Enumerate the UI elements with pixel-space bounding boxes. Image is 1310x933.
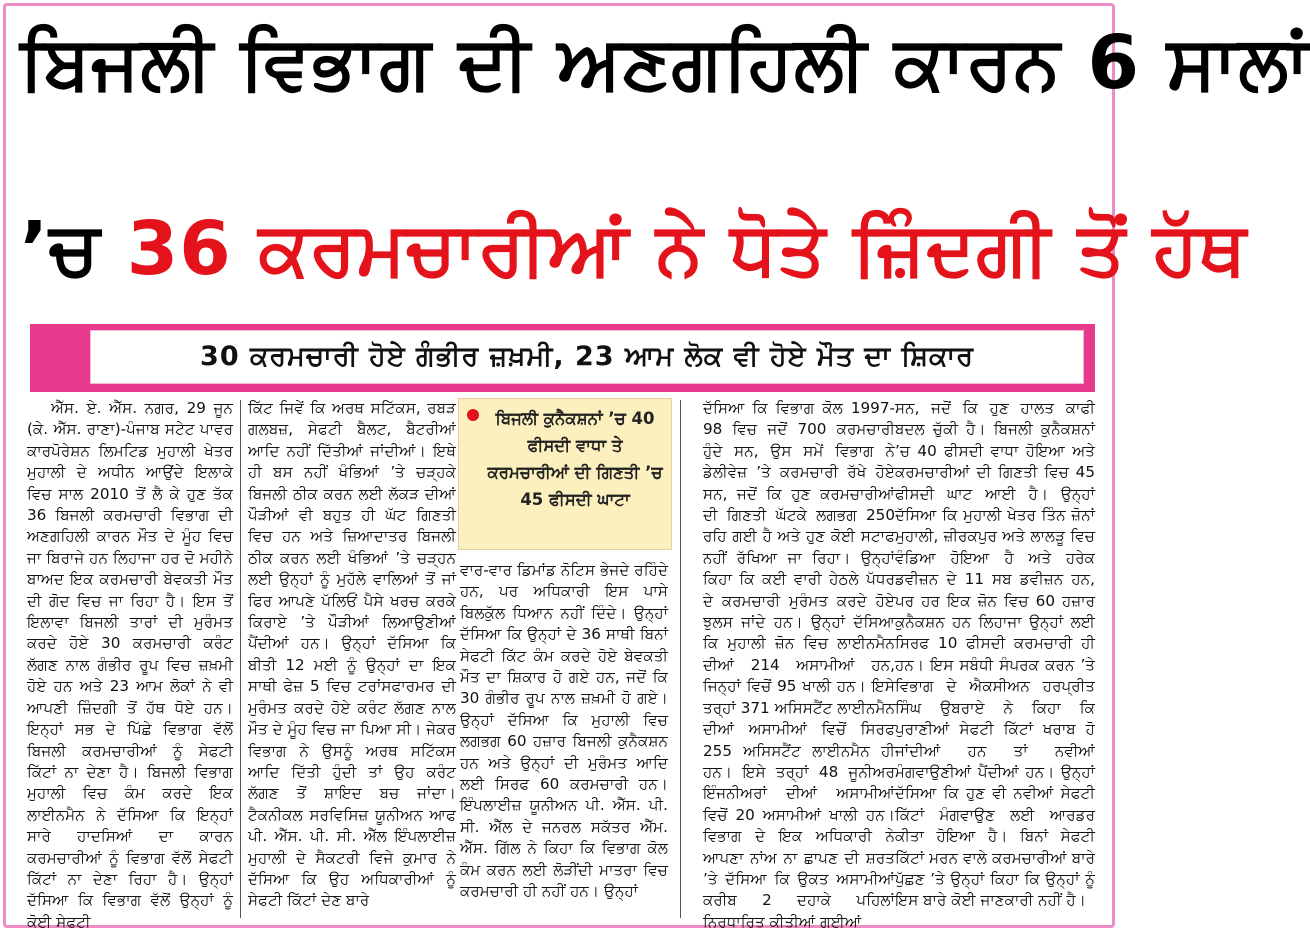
column-5-text: ਸਨ, ਜਦੋਂ ਕਿ ਹੁਣ ਹਾਲਤ ਕਾਫੀ ਬਦਲ ਚੁੱਕੀ ਹੈ। ਬਿਜਲੀ ਕੁਨੈਕਸ਼ਨਾਂ ’ਚ 40 ਫੀਸਦੀ ਵਾਧਾ ਹੋਇਆ ਅਤੇ ਕਰਮਚਾਰੀਆਂ ਦੀ ਗਿਣਤੀ ਵਿਚ 45 ਫੀਸਦੀ ਘਾਟ ਆਈ ਹੈ। ਉਨ੍ਹਾਂ ਦੱਸਿਆ ਕਿ ਮੁਹਾਲੀ ਖੇਤਰ ਤਿੰਨ ਜ਼ੋਨਾਂ ਮੁਹਾਲੀ, ਜ਼ੀਰਕਪੁਰ ਅਤੇ ਲਾਲੜੂ ਵਿਚ ਵੰਡਿਆ ਹੋਇਆ ਹੈ ਅਤੇ ਹਰੇਕ ਡਵੀਜ਼ਨ ਦੇ 11 ਸਬ ਡਵੀਜ਼ਨ ਹਨ, ਪਰ ਹਰ ਇਕ ਜ਼ੋਨ ਵਿਚ 60 ਹਜ਼ਾਰ ਕੁਨੈਕਸ਼ਨ ਹਨ ਲਿਹਾਜਾ ਉਨ੍ਹਾਂ ਲਈ ਸਿਰਫ 10 ਫੀਸਦੀ ਕਰਮਚਾਰੀ ਹੀ ਹਨ। ਇਸ ਸਬੰਧੀ ਸੰਪਰਕ ਕਰਨ ’ਤੇ ਵਿਭਾਗ ਦੇ ਐਕਸੀਅਨ ਹਰਪ੍ਰੀਤ ਸਿੰਘ ਉਬਰਾਏ ਨੇ ਕਿਹਾ ਕਿ ਪੁਰਾਣੀਆਂ ਸੇਫਟੀ ਕਿੱਟਾਂ ਖਰਾਬ ਹੋ ਜਾਂਦੀਆਂ ਹਨ ਤਾਂ ਨਵੀਆਂ ਮੰਗਵਾਉਣੀਆਂ ਪੈਂਦੀਆਂ ਹਨ। ਉਨ੍ਹਾਂ ਦੱਸਿਆ ਕਿ ਹੁਣ ਵੀ ਨਵੀਆਂ ਸੇਫਟੀ ਕਿੱਟਾਂ ਮੰਗਵਾਉਣ ਲਈ ਆਰਡਰ ਕੀਤਾ ਹੋਇਆ ਹੈ। ਬਿਨਾਂ ਸੇਫਟੀ ਕਿੱਟਾਂ ਮਰਨ ਵਾਲੇ ਕਰਮਚਾਰੀਆਂ ਬਾਰੇ ਪੁੱਛਣ ’ਤੇ ਉਨ੍ਹਾਂ ਕਿਹਾ ਕਿ ਉਨ੍ਹਾਂ ਨੂੰ ਇਸ ਬਾਰੇ ਕੋਈ ਜਾਣਕਾਰੀ ਨਹੀਂ ਹੈ। bbox=[895, 399, 1095, 910]
highlight-text: ਬਿਜਲੀ ਕੁਨੈਕਸ਼ਨਾਂ ’ਚ 40 ਫੀਸਦੀ ਵਾਧਾ ਤੇ ਕਰਮਚਾਰੀਆਂ ਦੀ ਗਿਣਤੀ ’ਚ 45 ਫੀਸਦੀ ਘਾਟਾ bbox=[487, 409, 663, 509]
headline-line-1: ਬਿਜਲੀ ਵਿਭਾਗ ਦੀ ਅਣਗਹਿਲੀ ਕਾਰਨ 6 ਸਾਲਾਂ bbox=[20, 20, 1310, 106]
article-column-3 bbox=[460, 560, 668, 920]
bullet-icon bbox=[467, 409, 479, 421]
article-column-1 bbox=[27, 398, 233, 931]
headline-red-text: 36 ਕਰਮਚਾਰੀਆਂ ਨੇ ਧੋਤੇ ਜ਼ਿੰਦਗੀ ਤੋਂ ਹੱਥ bbox=[126, 206, 1248, 292]
column-2-text: ਕਿੱਟ ਜਿਵੇਂ ਕਿ ਅਰਥ ਸਟਿੱਕਸ, ਰਬੜ ਗਲਬਜ਼, ਸੇਫਟੀ ਬੈਲਟ, ਬੈਟਰੀਆਂ ਆਦਿ ਨਹੀਂ ਦਿੱਤੀਆਂ ਜਾਂਦੀਆਂ। ਇਥੇ ਹੀ ਬਸ ਨਹੀਂ ਖੰਭਿਆਂ ’ਤੇ ਚੜ੍ਹਕੇ ਬਿਜਲੀ ਠੀਕ ਕਰਨ ਲਈ ਲੱਕੜ ਦੀਆਂ ਪੌੜੀਆਂ ਵੀ ਬਹੁਤ ਹੀ ਘੱਟ ਗਿਣਤੀ ਵਿਚ ਹਨ ਅਤੇ ਜ਼ਿਆਦਾਤਰ ਬਿਜਲੀ ਠੀਕ ਕਰਨ ਲਈ ਖੰਭਿਆਂ ’ਤੇ ਚੜ੍ਹਨ ਲਈ ਉਨ੍ਹਾਂ ਨੂੰ ਮੁਹੱਲੇ ਵਾਲਿਆਂ ਤੋਂ ਜਾਂ ਫਿਰ ਆਪਣੇ ਪੱਲਿਓਂ ਪੈਸੇ ਖਰਚ ਕਰਕੇ ਕਿਰਾਏ ’ਤੇ ਪੌੜੀਆਂ ਲਿਆਉਣੀਆਂ ਪੈਂਦੀਆਂ ਹਨ। ਉਨ੍ਹਾਂ ਦੱਸਿਆ ਕਿ ਬੀਤੀ 12 ਮਈ ਨੂੰ ਉਨ੍ਹਾਂ ਦਾ ਇਕ ਸਾਥੀ ਫੇਜ਼ 5 ਵਿਚ ਟਰਾਂਸਫਾਰਮਰ ਦੀ ਮੁਰੰਮਤ ਕਰਦੇ ਹੋਏ ਕਰੰਟ ਲੱਗਣ ਨਾਲ ਮੌਤ ਦੇ ਮੂੰਹ ਵਿਚ ਜਾ ਪਿਆ ਸੀ। ਜੇਕਰ ਵਿਭਾਗ ਨੇ ਉਸਨੂੰ ਅਰਥ ਸਟਿੱਕਸ ਆਦਿ ਦਿੱਤੀ ਹੁੰਦੀ ਤਾਂ ਉਹ ਕਰੰਟ ਲੱਗਣ ਤੋਂ ਸ਼ਾਇਦ ਬਚ ਜਾਂਦਾ। ਟੈਕਨੀਕਲ ਸਰਵਿਸਿਜ਼ ਯੂਨੀਅਨ ਆਫ ਪੀ. ਐੱਸ. ਪੀ. ਸੀ. ਐੱਲ ਇੰਪਲਾਈਜ਼ ਮੁਹਾਲੀ ਦੇ ਸੈਕਟਰੀ ਵਿਜੇ ਕੁਮਾਰ ਨੇ ਦੱਸਿਆ ਕਿ ਉਹ ਅਧਿਕਾਰੀਆਂ ਨੂੰ ਸੇਫਟੀ ਕਿੱਟਾਂ ਦੇਣ ਬਾਰੇ bbox=[248, 399, 456, 910]
column-1-text: ਐੱਸ. ਏ. ਐੱਸ. ਨਗਰ, 29 ਜੂਨ (ਕੇ. ਐੱਸ. ਰਾਣਾ)-ਪੰਜਾਬ ਸਟੇਟ ਪਾਵਰ ਕਾਰਪੋਰੇਸ਼ਨ ਲਿਮਟਿਡ ਮੁਹਾਲੀ ਖੇਤਰ ਮੁਹਾਲੀ ਦੇ ਅਧੀਨ ਆਉਂਦੇ ਇਲਾਕੇ ਵਿਚ ਸਾਲ 2010 ਤੋਂ ਲੈ ਕੇ ਹੁਣ ਤੱਕ 36 ਬਿਜਲੀ ਕਰਮਚਾਰੀ ਵਿਭਾਗ ਦੀ ਅਣਗਹਿਲੀ ਕਾਰਨ ਮੌਤ ਦੇ ਮੂੰਹ ਵਿਚ ਜਾ ਬਿਰਾਜੇ ਹਨ ਲਿਹਾਜਾ ਹਰ ਦੋ ਮਹੀਨੇ ਬਾਅਦ ਇਕ ਕਰਮਚਾਰੀ ਬੇਵਕਤੀ ਮੌਤ ਦੀ ਗੋਦ ਵਿਚ ਜਾ ਰਿਹਾ ਹੈ। ਇਸ ਤੋਂ ਇਲਾਵਾ ਬਿਜਲੀ ਤਾਰਾਂ ਦੀ ਮੁਰੰਮਤ ਕਰਦੇ ਹੋਏ 30 ਕਰਮਚਾਰੀ ਕਰੰਟ ਲੱਗਣ ਨਾਲ ਗੰਭੀਰ ਰੂਪ ਵਿਚ ਜ਼ਖ਼ਮੀ ਹੋਏ ਹਨ ਅਤੇ 23 ਆਮ ਲੋਕਾਂ ਨੇ ਵੀ ਆਪਣੀ ਜ਼ਿੰਦਗੀ ਤੋਂ ਹੱਥ ਧੋਏ ਹਨ। ਇਨ੍ਹਾਂ ਸਭ ਦੇ ਪਿੱਛੇ ਵਿਭਾਗ ਵੱਲੋਂ ਬਿਜਲੀ ਕਰਮਚਾਰੀਆਂ ਨੂੰ ਸੇਫਟੀ ਕਿੱਟਾਂ ਨਾ ਦੇਣਾ ਹੈ। ਬਿਜਲੀ ਵਿਭਾਗ ਮੁਹਾਲੀ ਵਿਚ ਕੰਮ ਕਰਦੇ ਇਕ ਲਾਈਨਮੈਨ ਨੇ ਦੱਸਿਆ ਕਿ ਇਨ੍ਹਾਂ ਸਾਰੇ ਹਾਦਸਿਆਂ ਦਾ ਕਾਰਨ ਕਰਮਚਾਰੀਆਂ ਨੂੰ ਵਿਭਾਗ ਵੱਲੋਂ ਸੇਫਟੀ ਕਿੱਟਾਂ ਨਾ ਦੇਣਾ ਰਿਹਾ ਹੈ। ਉਨ੍ਹਾਂ ਦੱਸਿਆ ਕਿ ਵਿਭਾਗ ਵੱਲੋਂ ਉਨ੍ਹਾਂ ਨੂੰ ਕੋਈ ਸੇਫਟੀ bbox=[27, 399, 233, 931]
article-column-5 bbox=[895, 398, 1095, 918]
column-rule-3 bbox=[680, 400, 681, 918]
highlight-box bbox=[458, 398, 672, 550]
column-rule-1 bbox=[240, 400, 241, 918]
subheadline-text: 30 ਕਰਮਚਾਰੀ ਹੋਏ ਗੰਭੀਰ ਜ਼ਖ਼ਮੀ, 23 ਆਮ ਲੋਕ ਵੀ ਹੋਏ ਮੌਤ ਦਾ ਸ਼ਿਕਾਰ bbox=[200, 341, 974, 372]
column-4-text: ਦੱਸਿਆ ਕਿ ਵਿਭਾਗ ਕੋਲ 1997-98 ਵਿਚ ਜਦੋਂ 700 ਕਰਮਚਾਰੀ ਹੁੰਦੇ ਸਨ, ਉਸ ਸਮੇਂ ਵਿਭਾਗ ਨੇ ਡੇਲੀਵੇਜ਼ ’ਤੇ ਕਰਮਚਾਰੀ ਰੱਖੇ ਹੋਏ ਸਨ, ਜਦੋਂ ਕਿ ਹੁਣ ਕਰਮਚਾਰੀਆਂ ਦੀ ਗਿਣਤੀ ਘੱਟਕੇ ਲਗਭਗ 250 ਰਹਿ ਗਈ ਹੈ ਅਤੇ ਹੁਣ ਕੋਈ ਸਟਾਫ ਨਹੀਂ ਰੱਖਿਆ ਜਾ ਰਿਹਾ। ਉਨ੍ਹਾਂ ਕਿਹਾ ਕਿ ਕਈ ਵਾਰੀ ਹੇਠਲੇ ਪੱਧਰ ਦੇ ਕਰਮਚਾਰੀ ਮੁਰੰਮਤ ਕਰਦੇ ਹੋਏ ਝੁਲਸ ਜਾਂਦੇ ਹਨ। ਉਨ੍ਹਾਂ ਦੱਸਿਆ ਕਿ ਮੁਹਾਲੀ ਜ਼ੋਨ ਵਿਚ ਲਾਈਨਮੈਨ ਦੀਆਂ 214 ਅਸਾਮੀਆਂ ਹਨ, ਜਿਨ੍ਹਾਂ ਵਿਚੋਂ 95 ਖਾਲੀ ਹਨ। ਇਸੇ ਤਰ੍ਹਾਂ 371 ਅਸਿਸਟੈਂਟ ਲਾਈਨਮੈਨ ਦੀਆਂ ਅਸਾਮੀਆਂ ਵਿਚੋਂ ਸਿਰਫ 255 ਅਸਿਸਟੈਂਟ ਲਾਈਨਮੈਨ ਹੀ ਹਨ। ਇਸੇ ਤਰ੍ਹਾਂ 48 ਜੂਨੀਅਰ ਇੰਜਨੀਅਰਾਂ ਦੀਆਂ ਅਸਾਮੀਆਂ ਵਿਚੋਂ 20 ਅਸਾਮੀਆਂ ਖਾਲੀ ਹਨ। ਵਿਭਾਗ ਦੇ ਇਕ ਅਧਿਕਾਰੀ ਨੇ ਆਪਣਾ ਨਾਂਅ ਨਾ ਛਾਪਣ ਦੀ ਸ਼ਰਤ ’ਤੇ ਦੱਸਿਆ ਕਿ ਉਕਤ ਅਸਾਮੀਆਂ ਕਰੀਬ 2 ਦਹਾਕੇ ਪਹਿਲਾਂ ਨਿਰਧਾਰਿਤ ਕੀਤੀਆਂ ਗਈਆਂ bbox=[703, 399, 895, 931]
subheadline-box bbox=[90, 330, 1084, 384]
column-3-text: ਵਾਰ-ਵਾਰ ਡਿਮਾਂਡ ਨੋਟਿਸ ਭੇਜਦੇ ਰਹਿੰਦੇ ਹਨ, ਪਰ ਅਧਿਕਾਰੀ ਇਸ ਪਾਸੇ ਬਿਲਕੁੱਲ ਧਿਆਨ ਨਹੀਂ ਦਿੰਦੇ। ਉਨ੍ਹਾਂ ਦੱਸਿਆ ਕਿ ਉਨ੍ਹਾਂ ਦੇ 36 ਸਾਥੀ ਬਿਨਾਂ ਸੇਫਟੀ ਕਿੱਟ ਕੰਮ ਕਰਦੇ ਹੋਏ ਬੇਵਕਤੀ ਮੌਤ ਦਾ ਸ਼ਿਕਾਰ ਹੋ ਗਏ ਹਨ, ਜਦੋਂ ਕਿ 30 ਗੰਭੀਰ ਰੂਪ ਨਾਲ ਜ਼ਖ਼ਮੀ ਹੋ ਗਏ। ਉਨ੍ਹਾਂ ਦੱਸਿਆ ਕਿ ਮੁਹਾਲੀ ਵਿਚ ਲਗਭਗ 60 ਹਜ਼ਾਰ ਬਿਜਲੀ ਕੁਨੈਕਸ਼ਨ ਹਨ ਅਤੇ ਉਨ੍ਹਾਂ ਦੀ ਮੁਰੰਮਤ ਆਦਿ ਲਈ ਸਿਰਫ 60 ਕਰਮਚਾਰੀ ਹਨ। ਇੰਪਲਾਈਜ਼ ਯੂਨੀਅਨ ਪੀ. ਐੱਸ. ਪੀ. ਸੀ. ਐੱਲ ਦੇ ਜਨਰਲ ਸਕੱਤਰ ਐੱਮ. ਐੱਸ. ਗਿੱਲ ਨੇ ਕਿਹਾ ਕਿ ਵਿਭਾਗ ਕੋਲ ਕੰਮ ਕਰਨ ਲਈ ਲੋੜੀਂਦੀ ਮਾਤਰਾ ਵਿਚ ਕਰਮਚਾਰੀ ਹੀ ਨਹੀਂ ਹਨ। ਉਨ੍ਹਾਂ bbox=[460, 561, 668, 901]
headline-prefix: ’ਚ bbox=[20, 206, 127, 292]
article-column-4 bbox=[703, 398, 895, 931]
article-column-2 bbox=[248, 398, 456, 918]
headline-line-2 bbox=[20, 206, 1248, 292]
